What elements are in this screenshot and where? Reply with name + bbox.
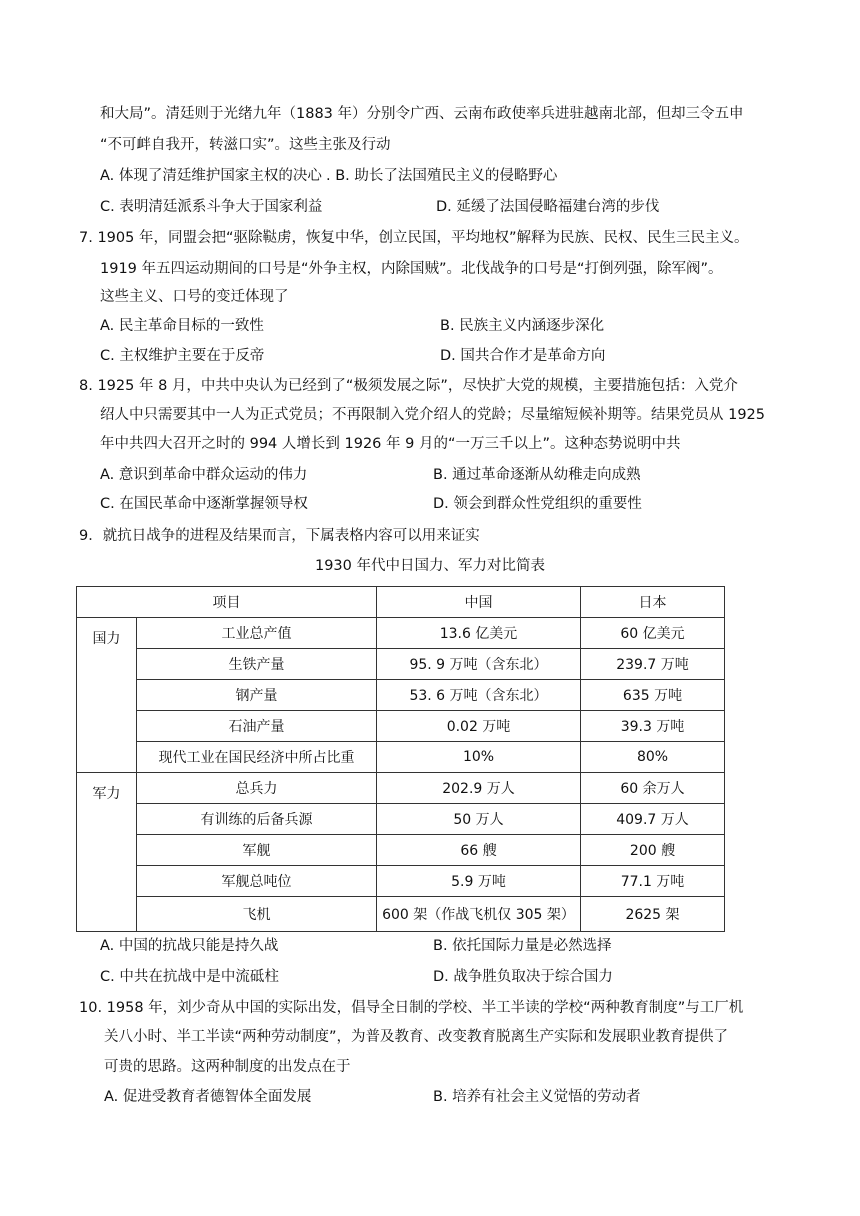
group-military-strength: 军力 <box>77 773 137 932</box>
row-label: 工业总产值 <box>137 618 377 649</box>
q7-line-3: 这些主义、口号的变迁体现了 <box>100 289 289 305</box>
q6-line-1: 和大局”。清廷则于光绪九年（1883 年）分别令广西、云南布政使率兵进驻越南北部，但却三令五申 <box>100 106 744 122</box>
table-header-row <box>77 587 725 618</box>
q7-line-1: 7. 1905 年，同盟会把“驱除鞑虏，恢复中华，创立民国，平均地权”解释为民族、民权、民生三民主义。 <box>79 230 749 246</box>
q10-line-1: 10. 1958 年，刘少奇从中国的实际出发，倡导全日制的学校、半工半读的学校“两种教育制度”与工厂机 <box>79 1000 744 1016</box>
row-label: 现代工业在国民经济中所占比重 <box>137 742 377 773</box>
cell-china: 13.6 亿美元 <box>377 618 581 649</box>
table-row <box>77 680 725 711</box>
cell-china: 53. 6 万吨（含东北） <box>377 680 581 711</box>
cell-japan: 60 余万人 <box>581 773 725 804</box>
cell-japan: 239.7 万吨 <box>581 649 725 680</box>
cell-japan: 200 艘 <box>581 835 725 866</box>
q6-option-c: C. 表明清廷派系斗争大于国家利益 <box>100 199 323 215</box>
cell-china: 202.9 万人 <box>377 773 581 804</box>
table-row <box>77 773 725 804</box>
q7-line-2: 1919 年五四运动期间的口号是“外争主权，内除国贼”。北伐战争的口号是“打倒列强，除军阀”。 <box>100 261 723 277</box>
q7-option-b: B. 民族主义内涵逐步深化 <box>440 318 605 334</box>
cell-japan: 409.7 万人 <box>581 804 725 835</box>
row-label: 钢产量 <box>137 680 377 711</box>
q8-option-c: C. 在国民革命中逐渐掌握领导权 <box>100 496 308 512</box>
q10-line-3: 可贵的思路。这两种制度的出发点在于 <box>104 1059 351 1075</box>
q9-option-b: B. 依托国际力量是必然选择 <box>433 938 612 954</box>
header-item: 项目 <box>77 587 377 618</box>
cell-japan: 80% <box>581 742 725 773</box>
row-label: 飞机 <box>137 897 377 932</box>
table-row <box>77 742 725 773</box>
q10-option-b: B. 培养有社会主义觉悟的劳动者 <box>433 1089 641 1105</box>
q8-option-d: D. 领会到群众性党组织的重要性 <box>433 496 642 512</box>
row-label: 生铁产量 <box>137 649 377 680</box>
cell-japan: 60 亿美元 <box>581 618 725 649</box>
header-china: 中国 <box>377 587 581 618</box>
cell-china: 600 架（作战飞机仅 305 架） <box>377 897 581 932</box>
q6-line-2: “不可衅自我开，转滋口实”。这些主张及行动 <box>100 137 391 153</box>
q7-option-c: C. 主权维护主要在于反帝 <box>100 348 265 364</box>
table-row <box>77 618 725 649</box>
q9-option-a: A. 中国的抗战只能是持久战 <box>100 938 279 954</box>
q7-option-a: A. 民主革命目标的一致性 <box>100 318 264 334</box>
q9-option-c: C. 中共在抗战中是中流砥柱 <box>100 969 279 985</box>
q10-option-a: A. 促进受教育者德智体全面发展 <box>104 1089 312 1105</box>
table-title: 1930 年代中日国力、军力对比简表 <box>314 558 545 574</box>
table-row <box>77 711 725 742</box>
q8-option-a: A. 意识到革命中群众运动的伟力 <box>100 467 308 483</box>
q9-line-1: 9．就抗日战争的进程及结果而言，下属表格内容可以用来证实 <box>79 528 480 544</box>
cell-japan: 2625 架 <box>581 897 725 932</box>
table-row <box>77 649 725 680</box>
q8-option-b: B. 通过革命逐渐从幼稚走向成熟 <box>433 467 641 483</box>
cell-japan: 77.1 万吨 <box>581 866 725 897</box>
group-national-strength: 国力 <box>77 618 137 773</box>
cell-china: 50 万人 <box>377 804 581 835</box>
cell-china: 5.9 万吨 <box>377 866 581 897</box>
cell-china: 10% <box>377 742 581 773</box>
q10-line-2: 关八小时、半工半读“两种劳动制度”，为普及教育、改变教育脱离生产实际和发展职业教育提供了 <box>104 1029 729 1045</box>
cell-japan: 39.3 万吨 <box>581 711 725 742</box>
cell-china: 0.02 万吨 <box>377 711 581 742</box>
row-label: 军舰总吨位 <box>137 866 377 897</box>
q8-line-1: 8. 1925 年 8 月，中共中央认为已经到了“极须发展之际”，尽快扩大党的规模，主要措施包括：入党介 <box>79 378 738 394</box>
table-row <box>77 897 725 932</box>
cell-china: 95. 9 万吨（含东北） <box>377 649 581 680</box>
q6-option-d: D. 延缓了法国侵略福建台湾的步伐 <box>436 199 660 215</box>
row-label: 军舰 <box>137 835 377 866</box>
header-japan: 日本 <box>581 587 725 618</box>
row-label: 总兵力 <box>137 773 377 804</box>
q6-option-b: . B. 助长了法国殖民主义的侵略野心 <box>326 168 558 184</box>
q8-line-2: 绍人中只需要其中一人为正式党员；不再限制入党介绍人的党龄；尽量缩短候补期等。结果党员从 1925 <box>100 407 766 423</box>
q8-line-3: 年中共四大召开之时的 994 人增长到 1926 年 9 月的“一万三千以上”。这种态势说明中共 <box>100 436 681 452</box>
q7-option-d: D. 国共合作才是革命方向 <box>440 348 606 364</box>
cell-china: 66 艘 <box>377 835 581 866</box>
table-row <box>77 835 725 866</box>
q6-option-a: A. 体现了清廷维护国家主权的决心 <box>100 168 322 184</box>
cell-japan: 635 万吨 <box>581 680 725 711</box>
q9-option-d: D. 战争胜负取决于综合国力 <box>433 969 613 985</box>
comparison-table <box>76 586 725 932</box>
table-row <box>77 866 725 897</box>
row-label: 石油产量 <box>137 711 377 742</box>
row-label: 有训练的后备兵源 <box>137 804 377 835</box>
table-row <box>77 804 725 835</box>
